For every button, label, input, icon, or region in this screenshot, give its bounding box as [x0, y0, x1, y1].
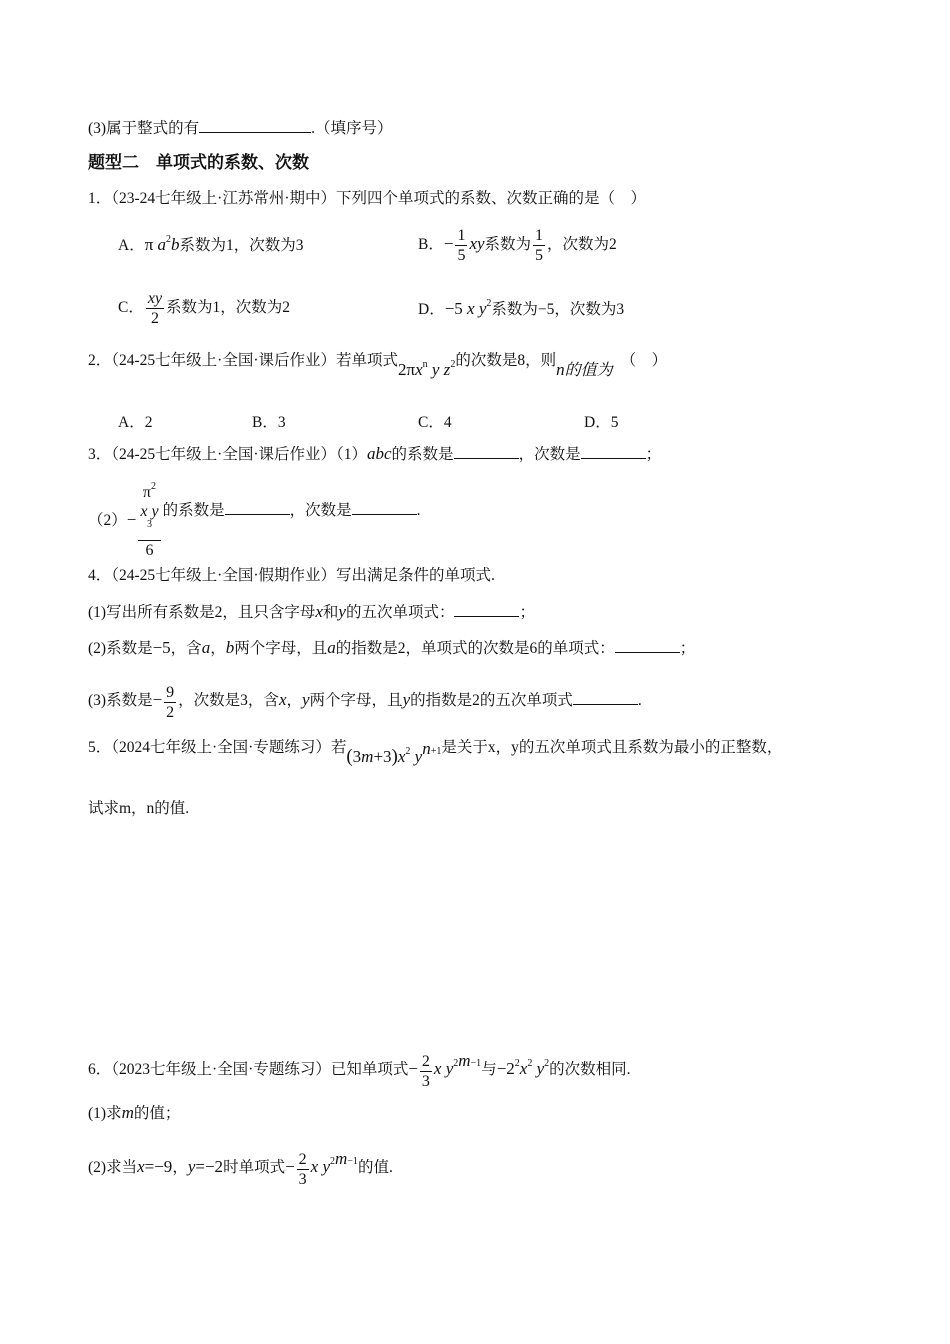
answer-blank[interactable] — [454, 601, 519, 617]
q1-option-b[interactable]: B．− $\frac{1}{5}$ xy系数为 $\frac{1}{5}$ ，次数为2 — [418, 227, 617, 264]
fraction: $\frac{2}{3}$ — [298, 1151, 307, 1188]
q1-option-c[interactable]: C． $\frac{xy}{2}$ 系数为1，次数为2 — [118, 290, 291, 327]
q4-part1: (1)写出所有系数是2，且只含字母x和y的五次单项式： ； — [88, 602, 535, 621]
fraction: $\pi^2$ x y $^3$ 6 — [140, 481, 159, 559]
answer-blank[interactable] — [581, 443, 646, 459]
q3-part1: 3．（24-25七年级上·全国·课后作业）（1）abc的系数是 ，次数是 ； — [88, 444, 662, 463]
q2-option-a[interactable]: A．2 — [118, 414, 153, 431]
q4-part2: (2)系数是−5，含a，b两个字母，且a的指数是2，单项式的次数是6的单项式： ； — [88, 638, 696, 657]
q1-stem: 1．（23-24七年级上·江苏常州·期中）下列四个单项式的系数、次数正确的是（ ） — [88, 190, 646, 207]
q6-part1: (1)求m的值； — [88, 1103, 181, 1122]
answer-blank[interactable] — [352, 499, 417, 515]
fraction: $\frac{1}{5}$ — [457, 227, 466, 264]
q4-part3: (3)系数是− $\frac{9}{2}$ ，次数是3，含x，y两个字母，且y的指数是2的五次单项式 . — [88, 684, 642, 721]
answer-blank[interactable] — [573, 689, 638, 705]
fraction: $\frac{2}{3}$ — [421, 1053, 430, 1090]
answer-blank[interactable] — [615, 637, 680, 653]
section-title: 题型二 单项式的系数、次数 — [88, 153, 309, 173]
answer-blank[interactable] — [225, 499, 290, 515]
q6-stem: 6．（2023七年级上·全国·专题练习）已知单项式− $\frac{2}{3}$ x $y^{2m-1}$与$-2^2x^2$ $y^2$的次数相同. — [88, 1051, 631, 1090]
fraction: $\frac{xy}{2}$ — [147, 290, 163, 327]
q1-option-a[interactable]: A．π $a^2b$系数为1，次数为3 — [118, 234, 304, 254]
q6-part2: (2)求当x=−9，y=−2时单项式− $\frac{2}{3}$ x $y^{2m-1}$的值. — [88, 1149, 393, 1188]
answer-blank[interactable] — [199, 117, 311, 133]
q1-option-d[interactable]: D．−5 x $y^2$系数为−5，次数为3 — [418, 298, 625, 318]
answer-blank[interactable] — [454, 443, 519, 459]
q2-option-d[interactable]: D．5 — [584, 414, 619, 431]
q4-stem: 4．（24-25七年级上·全国·假期作业）写出满足条件的单项式. — [88, 567, 495, 584]
q2-option-c[interactable]: C．4 — [418, 414, 452, 431]
q-prev-part3: (3)属于整式的有 .（填序号） — [88, 117, 392, 139]
fraction: $\frac{9}{2}$ — [166, 684, 175, 721]
q5-stem: 5．（2024七年级上·全国·专题练习）若$(3m+3)x^2$ $y^{n+1}$是关于x，y的五次单项式且系数为最小的正整数， — [88, 739, 783, 767]
q3-part2: （2）− $\pi^2$ x y $^3$ 6 的系数是 ，次数是 . — [88, 481, 421, 559]
q2-option-b[interactable]: B．3 — [252, 414, 286, 431]
fraction: $\frac{1}{5}$ — [535, 227, 544, 264]
q2-stem: 2．（24-25七年级上·全国·课后作业）若单项式$2\pi x^n$ y $z^2$的次数是8，则n的值为 （ ） — [88, 352, 668, 379]
q5-line2: 试求m，n的值. — [88, 800, 190, 817]
